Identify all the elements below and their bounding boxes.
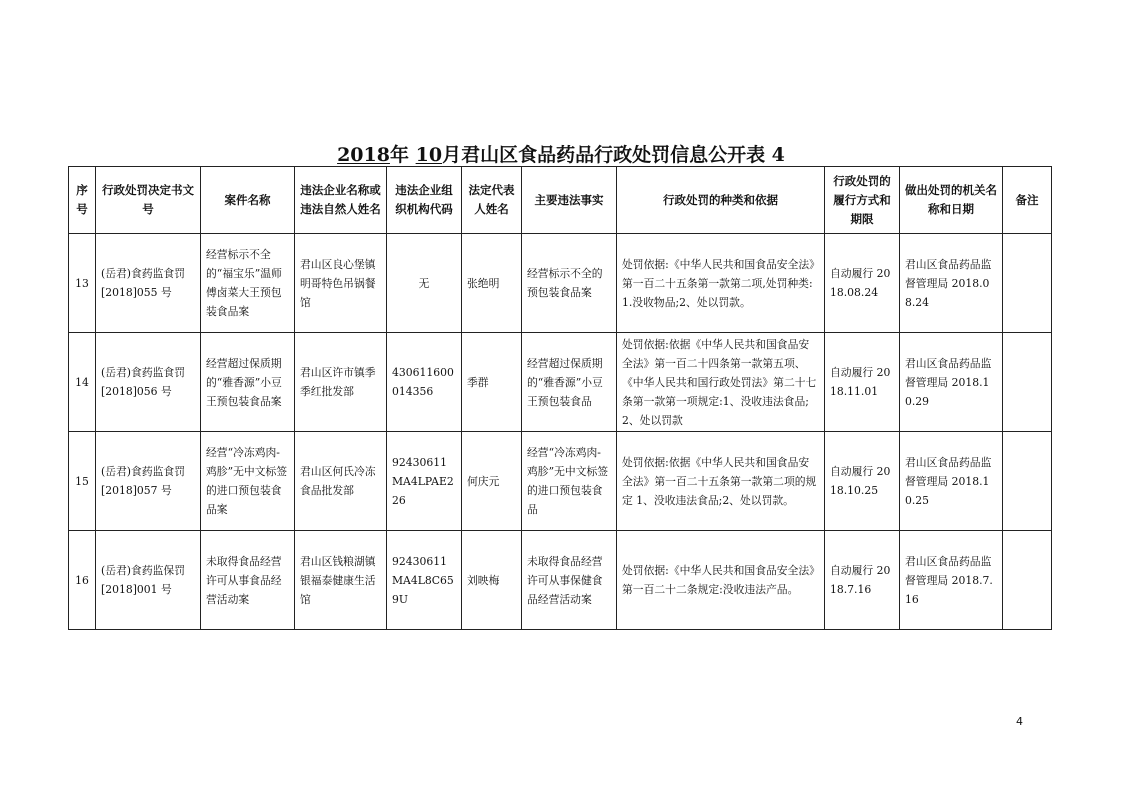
table-row: [69, 432, 1052, 531]
cell-case: 经营超过保质期的“雅香源”小豆王预包装食品案: [201, 333, 295, 432]
cell-note: [1003, 333, 1052, 432]
cell-basis: 处罚依据:依据《中华人民共和国食品安全法》第一百二十五条第一款第二项的规定 1、没收违法食品;2、处以罚款。: [617, 432, 825, 531]
table-row: [69, 234, 1052, 333]
cell-doc-no: (岳君)食药监食罚[2018]057 号: [96, 432, 201, 531]
cell-basis: 处罚依据:《中华人民共和国食品安全法》第一百二十五条第一款第二项,处罚种类:1.没收物品;2、处以罚款。: [617, 234, 825, 333]
cell-note: [1003, 531, 1052, 630]
cell-doc-no: (岳君)食药监食罚[2018]056 号: [96, 333, 201, 432]
title-rest: 月君山区食品药品行政处罚信息公开表 4: [442, 144, 785, 166]
header-cell: 主要违法事实: [522, 167, 617, 234]
cell-perform: 自动履行 2018.10.25: [825, 432, 900, 531]
cell-facts: 经营标示不全的预包装食品案: [522, 234, 617, 333]
cell-org-code: 92430611MA4L8C659U: [387, 531, 462, 630]
cell-party: 君山区良心堡镇明哥特色吊锅餐馆: [295, 234, 387, 333]
cell-facts: 未取得食品经营许可从事保健食品经营活动案: [522, 531, 617, 630]
header-cell: 违法企业组织机构代码: [387, 167, 462, 234]
cell-authority: 君山区食品药品监督管理局 2018.10.29: [900, 333, 1003, 432]
header-cell: 行政处罚决定书文号: [96, 167, 201, 234]
cell-authority: 君山区食品药品监督管理局 2018.7.16: [900, 531, 1003, 630]
cell-rep: 季群: [462, 333, 522, 432]
cell-doc-no: (岳君)食药监保罚[2018]001 号: [96, 531, 201, 630]
cell-authority: 君山区食品药品监督管理局 2018.10.25: [900, 432, 1003, 531]
table-header-row: [69, 167, 1052, 234]
cell-no: 14: [69, 333, 96, 432]
header-cell: 序号: [69, 167, 96, 234]
cell-facts: 经营“冷冻鸡肉-鸡胗”无中文标签的进口预包装食品: [522, 432, 617, 531]
header-cell: 法定代表人姓名: [462, 167, 522, 234]
page-number: 4: [1016, 715, 1023, 728]
cell-rep: 张绝明: [462, 234, 522, 333]
penalty-table: [68, 166, 1052, 630]
cell-org-code: 430611600014356: [387, 333, 462, 432]
title-year: 2018: [337, 144, 390, 166]
header-cell: 做出处罚的机关名称和日期: [900, 167, 1003, 234]
header-cell: 行政处罚的履行方式和期限: [825, 167, 900, 234]
header-cell: 行政处罚的种类和依据: [617, 167, 825, 234]
page-title: [0, 142, 1122, 168]
cell-rep: 刘映梅: [462, 531, 522, 630]
cell-facts: 经营超过保质期的“雅香源”小豆王预包装食品: [522, 333, 617, 432]
cell-org-code: 92430611MA4LPAE226: [387, 432, 462, 531]
cell-case: 经营“冷冻鸡肉-鸡胗”无中文标签的进口预包装食品案: [201, 432, 295, 531]
table-row: [69, 333, 1052, 432]
cell-rep: 何庆元: [462, 432, 522, 531]
cell-no: 16: [69, 531, 96, 630]
cell-party: 君山区何氏冷冻食品批发部: [295, 432, 387, 531]
cell-note: [1003, 234, 1052, 333]
cell-note: [1003, 432, 1052, 531]
header-cell: 案件名称: [201, 167, 295, 234]
header-cell: 备注: [1003, 167, 1052, 234]
title-month: 10: [415, 144, 443, 166]
cell-no: 13: [69, 234, 96, 333]
table-row: [69, 531, 1052, 630]
cell-party: 君山区许市镇季季红批发部: [295, 333, 387, 432]
cell-doc-no: (岳君)食药监食罚[2018]055 号: [96, 234, 201, 333]
cell-case: 未取得食品经营许可从事食品经营活动案: [201, 531, 295, 630]
cell-perform: 自动履行 2018.08.24: [825, 234, 900, 333]
cell-perform: 自动履行 2018.11.01: [825, 333, 900, 432]
cell-basis: 处罚依据:依据《中华人民共和国食品安全法》第一百二十四条第一款第五项、《中华人民共和国行政处罚法》第二十七条第一款第一项规定:1、没收违法食品;2、处以罚款: [617, 333, 825, 432]
cell-case: 经营标示不全的“福宝乐”温师傅卤菜大王预包装食品案: [201, 234, 295, 333]
cell-org-code: 无: [387, 234, 462, 333]
title-year-suffix: 年: [389, 144, 409, 166]
header-cell: 违法企业名称或违法自然人姓名: [295, 167, 387, 234]
cell-authority: 君山区食品药品监督管理局 2018.08.24: [900, 234, 1003, 333]
cell-perform: 自动履行 2018.7.16: [825, 531, 900, 630]
cell-basis: 处罚依据:《中华人民共和国食品安全法》第一百二十二条规定:没收违法产品。: [617, 531, 825, 630]
cell-no: 15: [69, 432, 96, 531]
cell-party: 君山区钱粮湖镇银福泰健康生活馆: [295, 531, 387, 630]
